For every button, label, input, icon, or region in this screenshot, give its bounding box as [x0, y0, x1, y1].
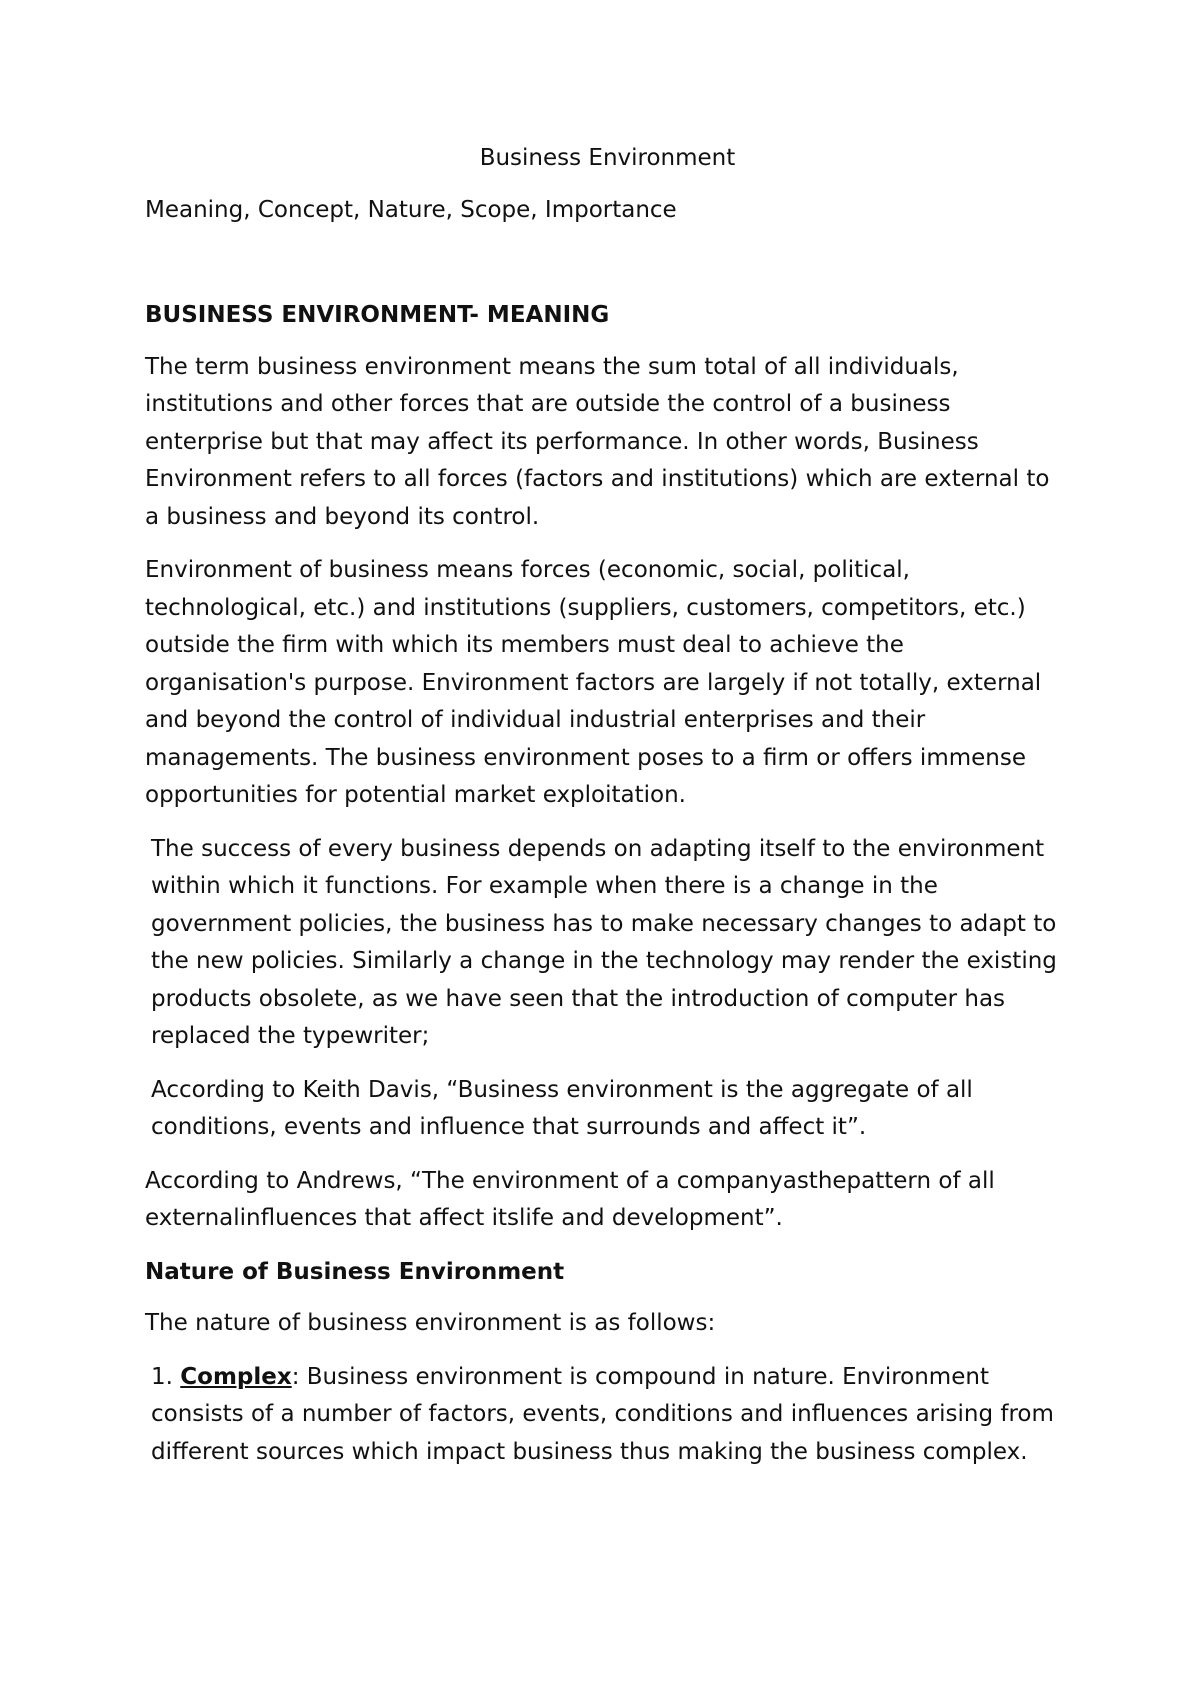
section-heading-meaning: BUSINESS ENVIRONMENT- MEANING [145, 302, 610, 328]
list-item-complex [145, 1359, 1070, 1472]
section-heading-nature: Nature of Business Environment [145, 1258, 565, 1285]
document-body [145, 140, 1070, 1487]
document-title: Business Environment [479, 145, 736, 171]
list-item-term: Complex [180, 1363, 292, 1390]
list-item-number: 1. [151, 1363, 173, 1390]
paragraph-nature-intro: The nature of business environment is as follows: [145, 1310, 716, 1336]
paragraph-environment-forces: Environment of business means forces (economic, social, political, technological, etc.) and institutions (suppliers, customers, competitors, etc.) outside the firm with which its members must deal to achieve the organisation's purpose. Environment factors are largely if not totally, external and beyond the control of individual industrial enterprises and their managements. The business environment poses to a firm or offers immense opportunities for potential market exploitation. [145, 557, 1042, 808]
list-item-text: : Business environment is compound in nature. Environment consists of a number of factors, events, conditions and influences arising from different sources which impact business thus making the business complex. [151, 1363, 1054, 1465]
paragraph-success-adapting: The success of every business depends on adapting itself to the environment within which it functions. For example when there is a change in the government policies, the business has to make necessary changes to adapt to the new policies. Similarly a change in the technology may render the existing products obsolete, as we have seen that the introduction of computer has replaced the typewriter; [151, 835, 1057, 1049]
paragraph-keith-davis-quote: According to Keith Davis, “Business environment is the aggregate of all conditions, events and influence that surrounds and affect it”. [151, 1076, 973, 1140]
paragraph-andrews-quote: According to Andrews, “The environment of a companyasthepattern of all externalinfluences that affect itslife and development”. [145, 1167, 995, 1231]
paragraph-definition: The term business environment means the sum total of all individuals, institutions and other forces that are outside the control of a business enterprise but that may affect its performance. In other words, Business Environment refers to all forces (factors and institutions) which are external to a business and beyond its control. [145, 353, 1050, 530]
document-subtitle: Meaning, Concept, Nature, Scope, Importance [145, 196, 677, 223]
